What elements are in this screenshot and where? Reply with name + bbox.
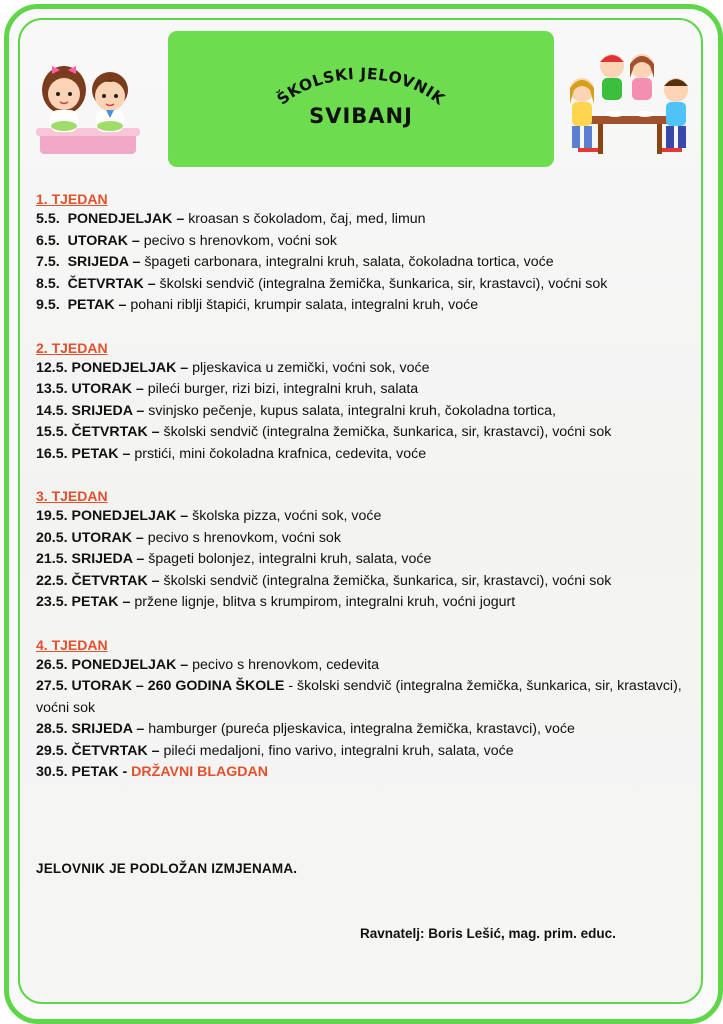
day-name: PONEDJELJAK – bbox=[71, 508, 189, 524]
day-date: 26.5. bbox=[36, 656, 68, 673]
day-name: ČETVRTAK – bbox=[67, 275, 156, 292]
month-title: SVIBANJ bbox=[309, 104, 413, 128]
day-meal: hamburger (pureća pljeskavica, integralna žemička, krastavci), voće bbox=[144, 721, 575, 737]
day-meal: prstići, mini čokoladna krafnica, cedevita, voće bbox=[130, 445, 427, 462]
day-date: 5.5. bbox=[36, 211, 60, 227]
menu-day bbox=[36, 231, 686, 253]
day-date: 19.5. bbox=[36, 508, 68, 524]
week-3 bbox=[36, 487, 686, 614]
menu-day bbox=[36, 358, 686, 380]
menu-day bbox=[36, 401, 686, 423]
menu-day bbox=[36, 444, 686, 466]
menu-day bbox=[36, 528, 686, 550]
day-meal: svinjsko pečenje, kupus salata, integralni kruh, čokoladna tortica, bbox=[144, 402, 556, 419]
day-date: 7.5. bbox=[36, 254, 60, 270]
title-text: ŠKOLSKI JELOVNIK bbox=[273, 64, 449, 109]
day-date: 22.5. bbox=[36, 572, 68, 589]
menu-day bbox=[36, 379, 686, 401]
menu-change-note: JELOVNIK JE PODLOŽAN IZMJENAMA. bbox=[36, 861, 298, 876]
day-name: ČETVRTAK – bbox=[71, 572, 160, 589]
day-name: UTORAK – bbox=[67, 232, 140, 249]
menu-day bbox=[36, 571, 686, 593]
day-name: PETAK – bbox=[71, 594, 131, 610]
day-meal: - školski sendvič (integralna žemička, šunkarica, sir, krastavci), voćni sok bbox=[36, 678, 682, 716]
day-meal: pecivo s hrenovkom, cedevita bbox=[188, 656, 380, 673]
day-meal: špageti carbonara, integralni kruh, salata, čokoladna tortica, voće bbox=[140, 254, 554, 270]
day-name: ČETVRTAK – bbox=[71, 742, 160, 759]
day-date: 21.5. bbox=[36, 551, 68, 567]
week-2 bbox=[36, 339, 686, 466]
menu-day bbox=[36, 506, 686, 528]
day-date: 12.5. bbox=[36, 359, 68, 376]
day-name: PETAK - bbox=[71, 764, 128, 780]
day-meal: školski sendvič (integralna žemička, šunkarica, sir, krastavci), voćni sok bbox=[155, 275, 608, 292]
menu-day bbox=[36, 741, 686, 763]
week-1 bbox=[36, 190, 686, 317]
principal-signature: Ravnatelj: Boris Lešić, mag. prim. educ. bbox=[360, 926, 616, 941]
page-title bbox=[168, 31, 554, 167]
holiday-label: DRŽAVNI BLAGDAN bbox=[131, 764, 269, 780]
week-title: 4. TJEDAN bbox=[36, 636, 108, 653]
day-name: UTORAK – bbox=[71, 529, 144, 546]
menu-day bbox=[36, 719, 686, 741]
day-meal: špageti bolonjez, integralni kruh, salata, voće bbox=[144, 551, 432, 567]
menu-list bbox=[36, 190, 686, 806]
menu-day bbox=[36, 762, 686, 784]
week-title: 2. TJEDAN bbox=[36, 339, 108, 356]
menu-day bbox=[36, 676, 686, 719]
day-date: 14.5. bbox=[36, 402, 68, 419]
day-date: 9.5. bbox=[36, 297, 60, 313]
day-meal: školski sendvič (integralna žemička, šunkarica, sir, krastavci), voćni sok bbox=[159, 424, 612, 440]
day-date: 15.5. bbox=[36, 424, 68, 440]
day-name: ČETVRTAK – bbox=[71, 424, 160, 440]
children-at-table-illustration bbox=[560, 44, 698, 164]
children-eating-illustration bbox=[34, 50, 144, 160]
day-meal: pileći medaljoni, fino varivo, integralni kruh, salata, voće bbox=[159, 742, 514, 759]
day-date: 29.5. bbox=[36, 742, 68, 759]
day-name: SRIJEDA – bbox=[67, 254, 141, 270]
day-date: 20.5. bbox=[36, 529, 68, 546]
week-4 bbox=[36, 636, 686, 784]
day-name: PONEDJELJAK – bbox=[67, 211, 185, 227]
menu-day bbox=[36, 549, 686, 571]
day-meal: pohani riblji štapići, krumpir salata, integralni kruh, voće bbox=[126, 297, 479, 313]
day-meal: pecivo s hrenovkom, voćni sok bbox=[143, 529, 341, 546]
day-name: PONEDJELJAK – bbox=[71, 359, 189, 376]
day-date: 28.5. bbox=[36, 721, 68, 737]
day-meal: kroasan s čokoladom, čaj, med, limun bbox=[184, 211, 426, 227]
menu-day bbox=[36, 295, 686, 317]
day-name: PETAK – bbox=[71, 445, 131, 462]
day-meal: školska pizza, voćni sok, voće bbox=[188, 508, 382, 524]
day-date: 30.5. bbox=[36, 764, 68, 780]
day-meal: pecivo s hrenovkom, voćni sok bbox=[139, 232, 337, 249]
menu-day bbox=[36, 655, 686, 677]
week-title: 1. TJEDAN bbox=[36, 191, 108, 207]
day-date: 27.5. bbox=[36, 678, 68, 694]
day-date: 6.5. bbox=[36, 232, 60, 249]
day-meal: pileći burger, rizi bizi, integralni kruh, salata bbox=[143, 381, 419, 397]
svg-text:ŠKOLSKI JELOVNIK bbox=[273, 65, 448, 109]
menu-day bbox=[36, 209, 686, 231]
day-meal: pljeskavica u zemički, voćni sok, voće bbox=[188, 359, 430, 376]
day-date: 23.5. bbox=[36, 594, 68, 610]
menu-day bbox=[36, 252, 686, 274]
week-title: 3. TJEDAN bbox=[36, 488, 108, 504]
day-name: SRIJEDA – bbox=[71, 721, 145, 737]
day-name: UTORAK – 260 GODINA ŠKOLE bbox=[71, 678, 285, 694]
day-meal: školski sendvič (integralna žemička, šunkarica, sir, krastavci), voćni sok bbox=[159, 572, 612, 589]
day-name: PONEDJELJAK – bbox=[71, 656, 189, 673]
menu-day bbox=[36, 274, 686, 296]
menu-day bbox=[36, 422, 686, 444]
day-name: UTORAK – bbox=[71, 381, 144, 397]
day-date: 8.5. bbox=[36, 275, 60, 292]
day-date: 16.5. bbox=[36, 445, 68, 462]
day-name: PETAK – bbox=[67, 297, 127, 313]
day-meal: pržene lignje, blitva s krumpirom, integralni kruh, voćni jogurt bbox=[130, 594, 516, 610]
menu-day bbox=[36, 592, 686, 614]
day-name: SRIJEDA – bbox=[71, 402, 145, 419]
day-date: 13.5. bbox=[36, 381, 68, 397]
day-name: SRIJEDA – bbox=[71, 551, 145, 567]
